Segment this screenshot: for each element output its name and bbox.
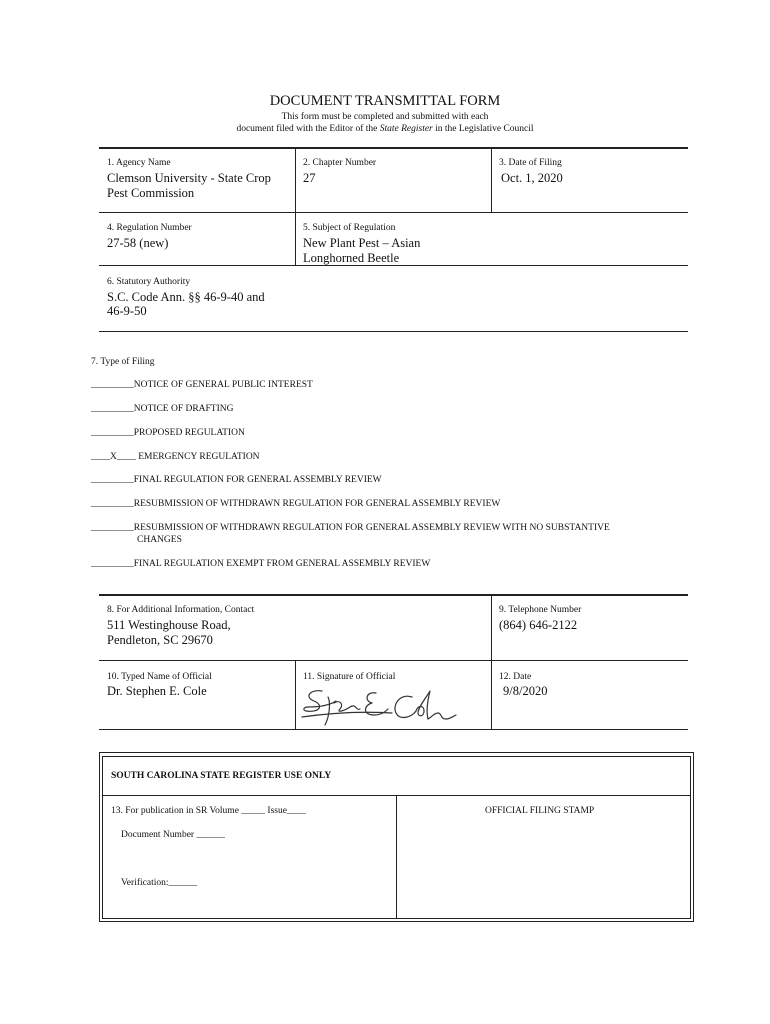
divider bbox=[491, 594, 492, 729]
telephone-label: 9. Telephone Number bbox=[499, 605, 582, 615]
register-box-heading: SOUTH CAROLINA STATE REGISTER USE ONLY bbox=[111, 771, 332, 781]
divider bbox=[99, 660, 688, 661]
filing-option-continuation: CHANGES bbox=[137, 535, 182, 545]
chapter-number-label: 2. Chapter Number bbox=[303, 158, 377, 168]
divider bbox=[295, 660, 296, 729]
chapter-number-value: 27 bbox=[303, 171, 316, 185]
regulation-subject-line-1: New Plant Pest – Asian bbox=[303, 236, 421, 250]
contact-label: 8. For Additional Information, Contact bbox=[107, 605, 255, 615]
agency-name-label: 1. Agency Name bbox=[107, 158, 171, 168]
date-label: 12. Date bbox=[499, 672, 532, 682]
contact-address-line-1: 511 Westinghouse Road, bbox=[107, 618, 231, 632]
filing-option-resubmission-no-substantive-changes[interactable]: _________RESUBMISSION OF WITHDRAWN REGULATION FOR GENERAL ASSEMBLY REVIEW WITH NO SUBSTANTIVE bbox=[91, 523, 610, 533]
filing-option-final-regulation-exempt[interactable]: _________FINAL REGULATION EXEMPT FROM GENERAL ASSEMBLY REVIEW bbox=[91, 559, 431, 569]
document-number-field: Document Number ______ bbox=[121, 830, 225, 840]
telephone-value: (864) 646-2122 bbox=[499, 618, 578, 632]
agency-name-value-line-2: Pest Commission bbox=[107, 186, 195, 200]
filing-option-general-public-interest[interactable]: _________NOTICE OF GENERAL PUBLIC INTEREST bbox=[91, 380, 313, 390]
regulation-number-value: 27-58 (new) bbox=[107, 236, 169, 250]
statutory-authority-line-1: S.C. Code Ann. §§ 46-9-40 and bbox=[107, 290, 265, 304]
divider bbox=[99, 331, 688, 332]
filing-option-final-regulation-ga-review[interactable]: _________FINAL REGULATION FOR GENERAL ASSEMBLY REVIEW bbox=[91, 475, 382, 485]
date-value: 9/8/2020 bbox=[503, 684, 548, 698]
filing-option-resubmission-withdrawn[interactable]: _________RESUBMISSION OF WITHDRAWN REGULATION FOR GENERAL ASSEMBLY REVIEW bbox=[91, 499, 501, 509]
publication-volume-issue: 13. For publication in SR Volume _____ Issue____ bbox=[111, 806, 306, 816]
divider bbox=[491, 147, 492, 212]
statutory-authority-label: 6. Statutory Authority bbox=[107, 277, 191, 287]
contact-address-line-2: Pendleton, SC 29670 bbox=[107, 633, 213, 647]
divider bbox=[99, 212, 688, 213]
agency-name-value-line-1: Clemson University - State Crop bbox=[107, 171, 271, 185]
divider bbox=[99, 594, 688, 596]
filing-date-label: 3. Date of Filing bbox=[499, 158, 562, 168]
filing-date-value: Oct. 1, 2020 bbox=[501, 171, 563, 185]
filing-type-label: 7. Type of Filing bbox=[91, 357, 155, 367]
regulation-subject-label: 5. Subject of Regulation bbox=[303, 223, 396, 233]
signature-label: 11. Signature of Official bbox=[303, 672, 396, 682]
divider bbox=[99, 147, 688, 149]
divider bbox=[295, 147, 296, 265]
verification-field: Verification:______ bbox=[121, 878, 197, 888]
regulation-number-label: 4. Regulation Number bbox=[107, 223, 192, 233]
filing-option-notice-of-drafting[interactable]: _________NOTICE OF DRAFTING bbox=[91, 404, 234, 414]
official-name-label: 10. Typed Name of Official bbox=[107, 672, 212, 682]
filing-option-emergency-regulation[interactable]: ____X____ EMERGENCY REGULATION bbox=[91, 452, 260, 462]
form-instructions-line-2: document filed with the Editor of the State Register in the Legislative Council bbox=[236, 124, 534, 134]
statutory-authority-line-2: 46-9-50 bbox=[107, 304, 147, 318]
divider bbox=[396, 795, 397, 918]
form-title: DOCUMENT TRANSMITTAL FORM bbox=[269, 93, 501, 109]
signature-image bbox=[300, 683, 460, 731]
filing-option-proposed-regulation[interactable]: _________PROPOSED REGULATION bbox=[91, 428, 245, 438]
official-name-value: Dr. Stephen E. Cole bbox=[107, 684, 207, 698]
official-filing-stamp-label: OFFICIAL FILING STAMP bbox=[485, 806, 595, 816]
form-instructions-line-1: This form must be completed and submitted with each bbox=[281, 112, 489, 122]
regulation-subject-line-2: Longhorned Beetle bbox=[303, 251, 400, 265]
